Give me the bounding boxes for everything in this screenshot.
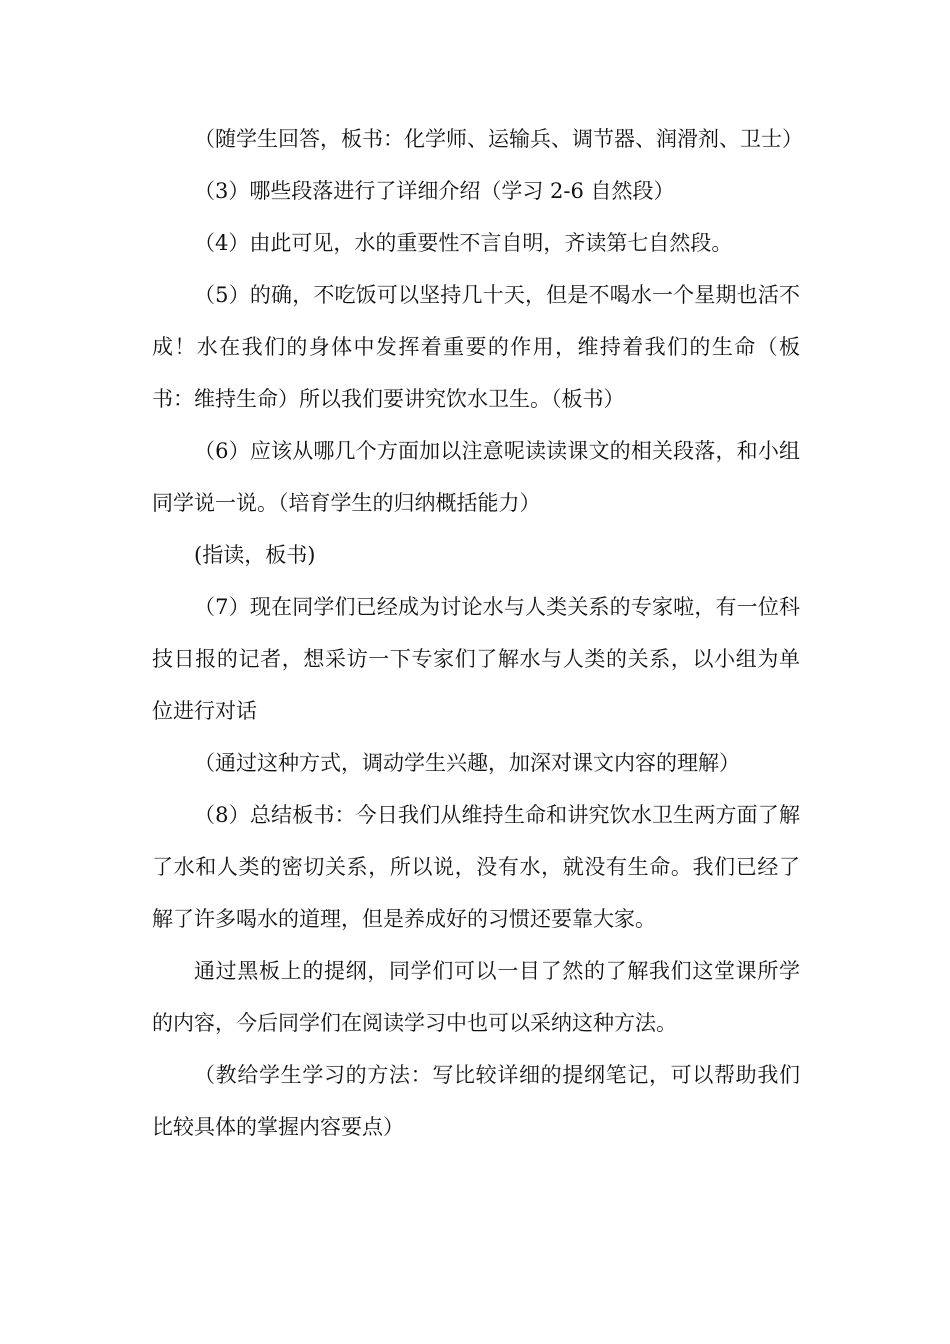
paragraph-step-3: （3）哪些段落进行了详细介绍（学习 2-6 自然段） [194, 179, 675, 203]
paragraph-reading-note: (指读，板书) [194, 543, 316, 567]
paragraph-study-method: （教给学生学习的方法：写比较详细的提纲笔记，可以帮助我们比较具体的掌握内容要点） [152, 1063, 800, 1139]
paragraph-board-notes: （随学生回答，板书：化学师、运输兵、调节器、润滑剂、卫士） [194, 127, 803, 151]
paragraph-step-8: （8）总结板书：今日我们从维持生命和讲究饮水卫生两方面了解了水和人类的密切关系，所以说，没有水，就没有生命。我们已经了解了许多喝水的道理，但是养成好的习惯还要靠大家。 [152, 803, 800, 931]
document-body [152, 113, 803, 1153]
paragraph-step-6: （6）应该从哪几个方面加以注意呢读读课文的相关段落，和小组同学说一说。（培育学生的归纳概括能力） [152, 439, 800, 515]
paragraph-step-7: （7）现在同学们已经成为讨论水与人类关系的专家啦，有一位科技日报的记者，想采访一下专家们了解水与人类的关系，以小组为单位进行对话 [152, 595, 800, 723]
paragraph-step-4: （4）由此可见，水的重要性不言自明，齐读第七自然段。 [194, 231, 733, 255]
paragraph-step-5: （5）的确，不吃饭可以坚持几十天，但是不喝水一个星期也活不成！水在我们的身体中发挥着重要的作用，维持着我们的生命（板书：维持生命）所以我们要讲究饮水卫生。（板书） [152, 283, 800, 411]
paragraph-outline-summary: 通过黑板上的提纲，同学们可以一目了然的了解我们这堂课所学的内容，今后同学们在阅读学习中也可以采纳这种方法。 [152, 959, 800, 1035]
paragraph-method-note: （通过这种方式，调动学生兴趣，加深对课文内容的理解） [194, 751, 740, 775]
